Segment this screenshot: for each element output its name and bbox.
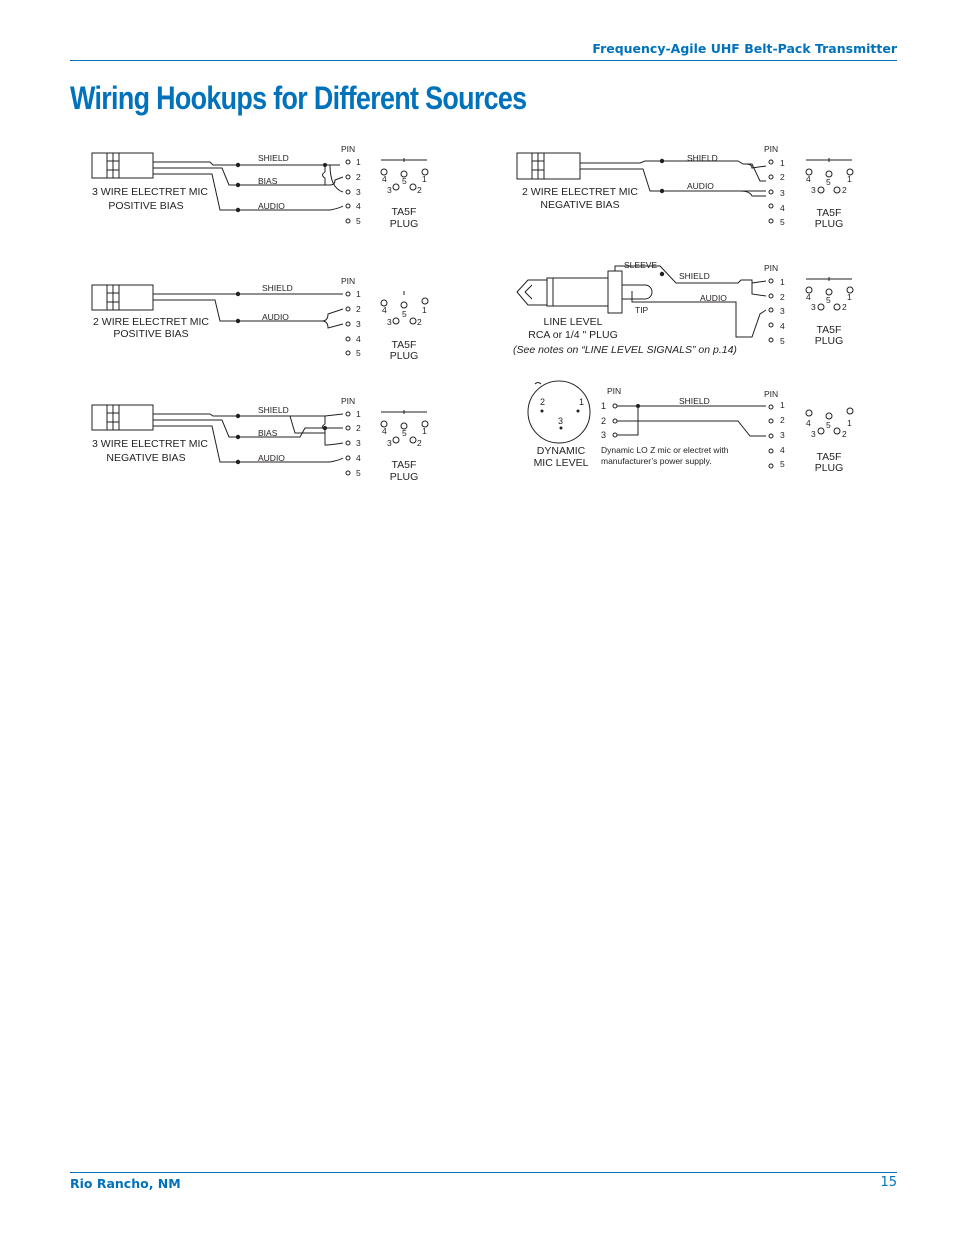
pin-number: 2 (356, 304, 361, 314)
pin-terminals (769, 160, 773, 223)
mic-connector-icon (92, 405, 153, 430)
plug-word: PLUG (389, 350, 419, 362)
pin-number: 2 (356, 423, 361, 433)
pin-number: 5 (356, 468, 361, 478)
audio-label: AUDIO (258, 201, 285, 211)
pin-header: PIN (341, 144, 356, 154)
source-label-line2: POSITIVE BIAS (108, 200, 184, 212)
dynamic-note-line2: manufacturer’s power supply. (601, 456, 712, 466)
plug-pin-number: 5 (826, 295, 831, 305)
pin-number: 3 (356, 187, 361, 197)
pin-number: 4 (356, 453, 361, 463)
plug-pin-number: 1 (847, 292, 852, 302)
pin-number: 1 (356, 157, 361, 167)
plug-pin-number: 1 (422, 174, 427, 184)
plug-name: TA5F (816, 207, 842, 219)
pin-header: PIN (764, 263, 779, 273)
audio-label: AUDIO (258, 453, 285, 463)
pin-terminals (769, 279, 773, 342)
xlr-pin-number: 1 (601, 401, 607, 411)
pin-number: 2 (356, 172, 361, 182)
footer-rule (70, 1172, 897, 1173)
xlr-pin-number: 3 (558, 416, 564, 426)
plug-pin-number: 4 (382, 174, 387, 184)
plug-pin-number: 1 (847, 418, 852, 428)
mic-connector-icon (92, 285, 153, 310)
plug-name: TA5F (391, 459, 417, 471)
diagram-3-wire-positive-bias (92, 144, 428, 230)
plug-pin-number: 4 (382, 426, 387, 436)
xlr-pin-number: 2 (540, 397, 546, 407)
page-number: 15 (880, 1175, 897, 1190)
pin-number: 4 (356, 334, 361, 344)
plug-pin-number: 2 (417, 317, 422, 327)
audio-label: AUDIO (687, 181, 714, 191)
xlr-pin-terminals (613, 404, 617, 437)
pin-number: 2 (780, 415, 785, 425)
plug-pin-number: 5 (826, 177, 831, 187)
pin-number: 4 (780, 321, 785, 331)
shield-label: SHIELD (258, 405, 289, 415)
line-level-note: (See notes on “LINE LEVEL SIGNALS” on p.14) (513, 344, 737, 356)
plug-pin-number: 3 (811, 302, 816, 312)
pin-header: PIN (764, 144, 779, 154)
plug-pin-number: 4 (806, 418, 811, 428)
plug-pin-number: 1 (422, 426, 427, 436)
pin-number: 4 (780, 203, 785, 213)
pin-header: PIN (607, 386, 622, 396)
xlr-pin-number: 2 (601, 416, 607, 426)
pin-terminals (346, 412, 350, 475)
bias-label: BIAS (258, 176, 278, 186)
plug-pin-number: 2 (417, 185, 422, 195)
plug-pin-number: 1 (847, 174, 852, 184)
xlr-pin-number: 1 (579, 397, 585, 407)
shield-label: SHIELD (258, 153, 289, 163)
pin-number: 5 (780, 336, 785, 346)
source-label-line2: MIC LEVEL (533, 457, 589, 469)
plug-pin-number: 4 (806, 174, 811, 184)
audio-label: AUDIO (700, 293, 727, 303)
footer-location: Rio Rancho, NM (70, 1176, 181, 1191)
plug-pin-number: 3 (387, 185, 392, 195)
pin-number: 5 (356, 348, 361, 358)
pin-number: 5 (780, 459, 785, 469)
source-label-line2: POSITIVE BIAS (113, 328, 189, 340)
pin-header: PIN (764, 389, 779, 399)
plug-pin-number: 5 (402, 428, 407, 438)
plug-word: PLUG (814, 218, 844, 230)
pin-number: 5 (356, 216, 361, 226)
plug-word: PLUG (389, 218, 419, 230)
source-label-line2: NEGATIVE BIAS (106, 452, 186, 464)
pin-number: 3 (780, 430, 785, 440)
mic-connector-icon (517, 153, 580, 179)
mic-connector-icon (92, 153, 153, 178)
plug-pin-number: 3 (387, 438, 392, 448)
header-title: Frequency-Agile UHF Belt-Pack Transmitter (592, 41, 897, 56)
plug-pin-number: 2 (842, 429, 847, 439)
audio-label: AUDIO (262, 312, 289, 322)
pin-terminals (769, 405, 773, 468)
diagram-dynamic-mic (528, 381, 853, 474)
pin-number: 3 (356, 319, 361, 329)
pin-number: 2 (780, 172, 785, 182)
diagram-2-wire-positive-bias (92, 276, 428, 362)
shield-label: SHIELD (262, 283, 293, 293)
plug-name: TA5F (391, 339, 417, 351)
plug-pin-number: 3 (811, 429, 816, 439)
pin-header: PIN (341, 396, 356, 406)
pin-number: 1 (356, 409, 361, 419)
plug-pin-number: 4 (382, 305, 387, 315)
pin-number: 5 (780, 217, 785, 227)
plug-word: PLUG (389, 471, 419, 483)
pin-terminals (346, 160, 350, 223)
plug-pin-number: 2 (417, 438, 422, 448)
diagram-2-wire-negative-bias (517, 144, 853, 230)
pin-number: 1 (780, 400, 785, 410)
pin-header: PIN (341, 276, 356, 286)
plug-pin-number: 3 (387, 317, 392, 327)
plug-word: PLUG (814, 462, 844, 474)
shield-label: SHIELD (679, 396, 710, 406)
source-label-line1: 2 WIRE ELECTRET MIC (93, 316, 209, 328)
xlr-connector-icon (528, 381, 590, 443)
source-label-line2: RCA or 1/4 " PLUG (528, 329, 618, 341)
source-label-line1: 3 WIRE ELECTRET MIC (92, 186, 208, 198)
bias-label: BIAS (258, 428, 278, 438)
plug-name: TA5F (391, 206, 417, 218)
pin-number: 4 (780, 445, 785, 455)
plug-name: TA5F (816, 324, 842, 336)
diagram-line-level (513, 260, 853, 356)
diagram-3-wire-negative-bias (92, 396, 428, 483)
pin-terminals (346, 292, 350, 355)
dynamic-note-line1: Dynamic LO Z mic or electret with (601, 445, 729, 455)
plug-name: TA5F (816, 451, 842, 463)
plug-pin-number: 3 (811, 185, 816, 195)
plug-pin-number: 2 (842, 302, 847, 312)
plug-pin-number: 2 (842, 185, 847, 195)
shield-label: SHIELD (679, 271, 710, 281)
pin-number: 3 (780, 306, 785, 316)
pin-number: 4 (356, 201, 361, 211)
pin-number: 2 (780, 292, 785, 302)
plug-pin-number: 5 (826, 420, 831, 430)
plug-pin-number: 1 (422, 305, 427, 315)
source-label-line1: 3 WIRE ELECTRET MIC (92, 438, 208, 450)
source-label-line1: DYNAMIC (536, 445, 586, 457)
pin-number: 3 (780, 188, 785, 198)
pin-number: 1 (780, 277, 785, 287)
source-label-line1: LINE LEVEL (543, 316, 603, 328)
source-label-line1: 2 WIRE ELECTRET MIC (522, 186, 638, 198)
plug-pin-number: 5 (402, 176, 407, 186)
plug-word: PLUG (814, 335, 844, 347)
plug-pin-number: 4 (806, 292, 811, 302)
source-label-line2: NEGATIVE BIAS (540, 199, 620, 211)
page-title: Wiring Hookups for Different Sources (70, 80, 527, 116)
tip-label: TIP (635, 305, 649, 315)
sleeve-label: SLEEVE (624, 260, 658, 270)
plug-pin-number: 5 (402, 309, 407, 319)
xlr-pin-number: 3 (601, 430, 607, 440)
shield-label: SHIELD (687, 153, 718, 163)
pin-number: 1 (780, 158, 785, 168)
pin-number: 3 (356, 438, 361, 448)
pin-number: 1 (356, 289, 361, 299)
